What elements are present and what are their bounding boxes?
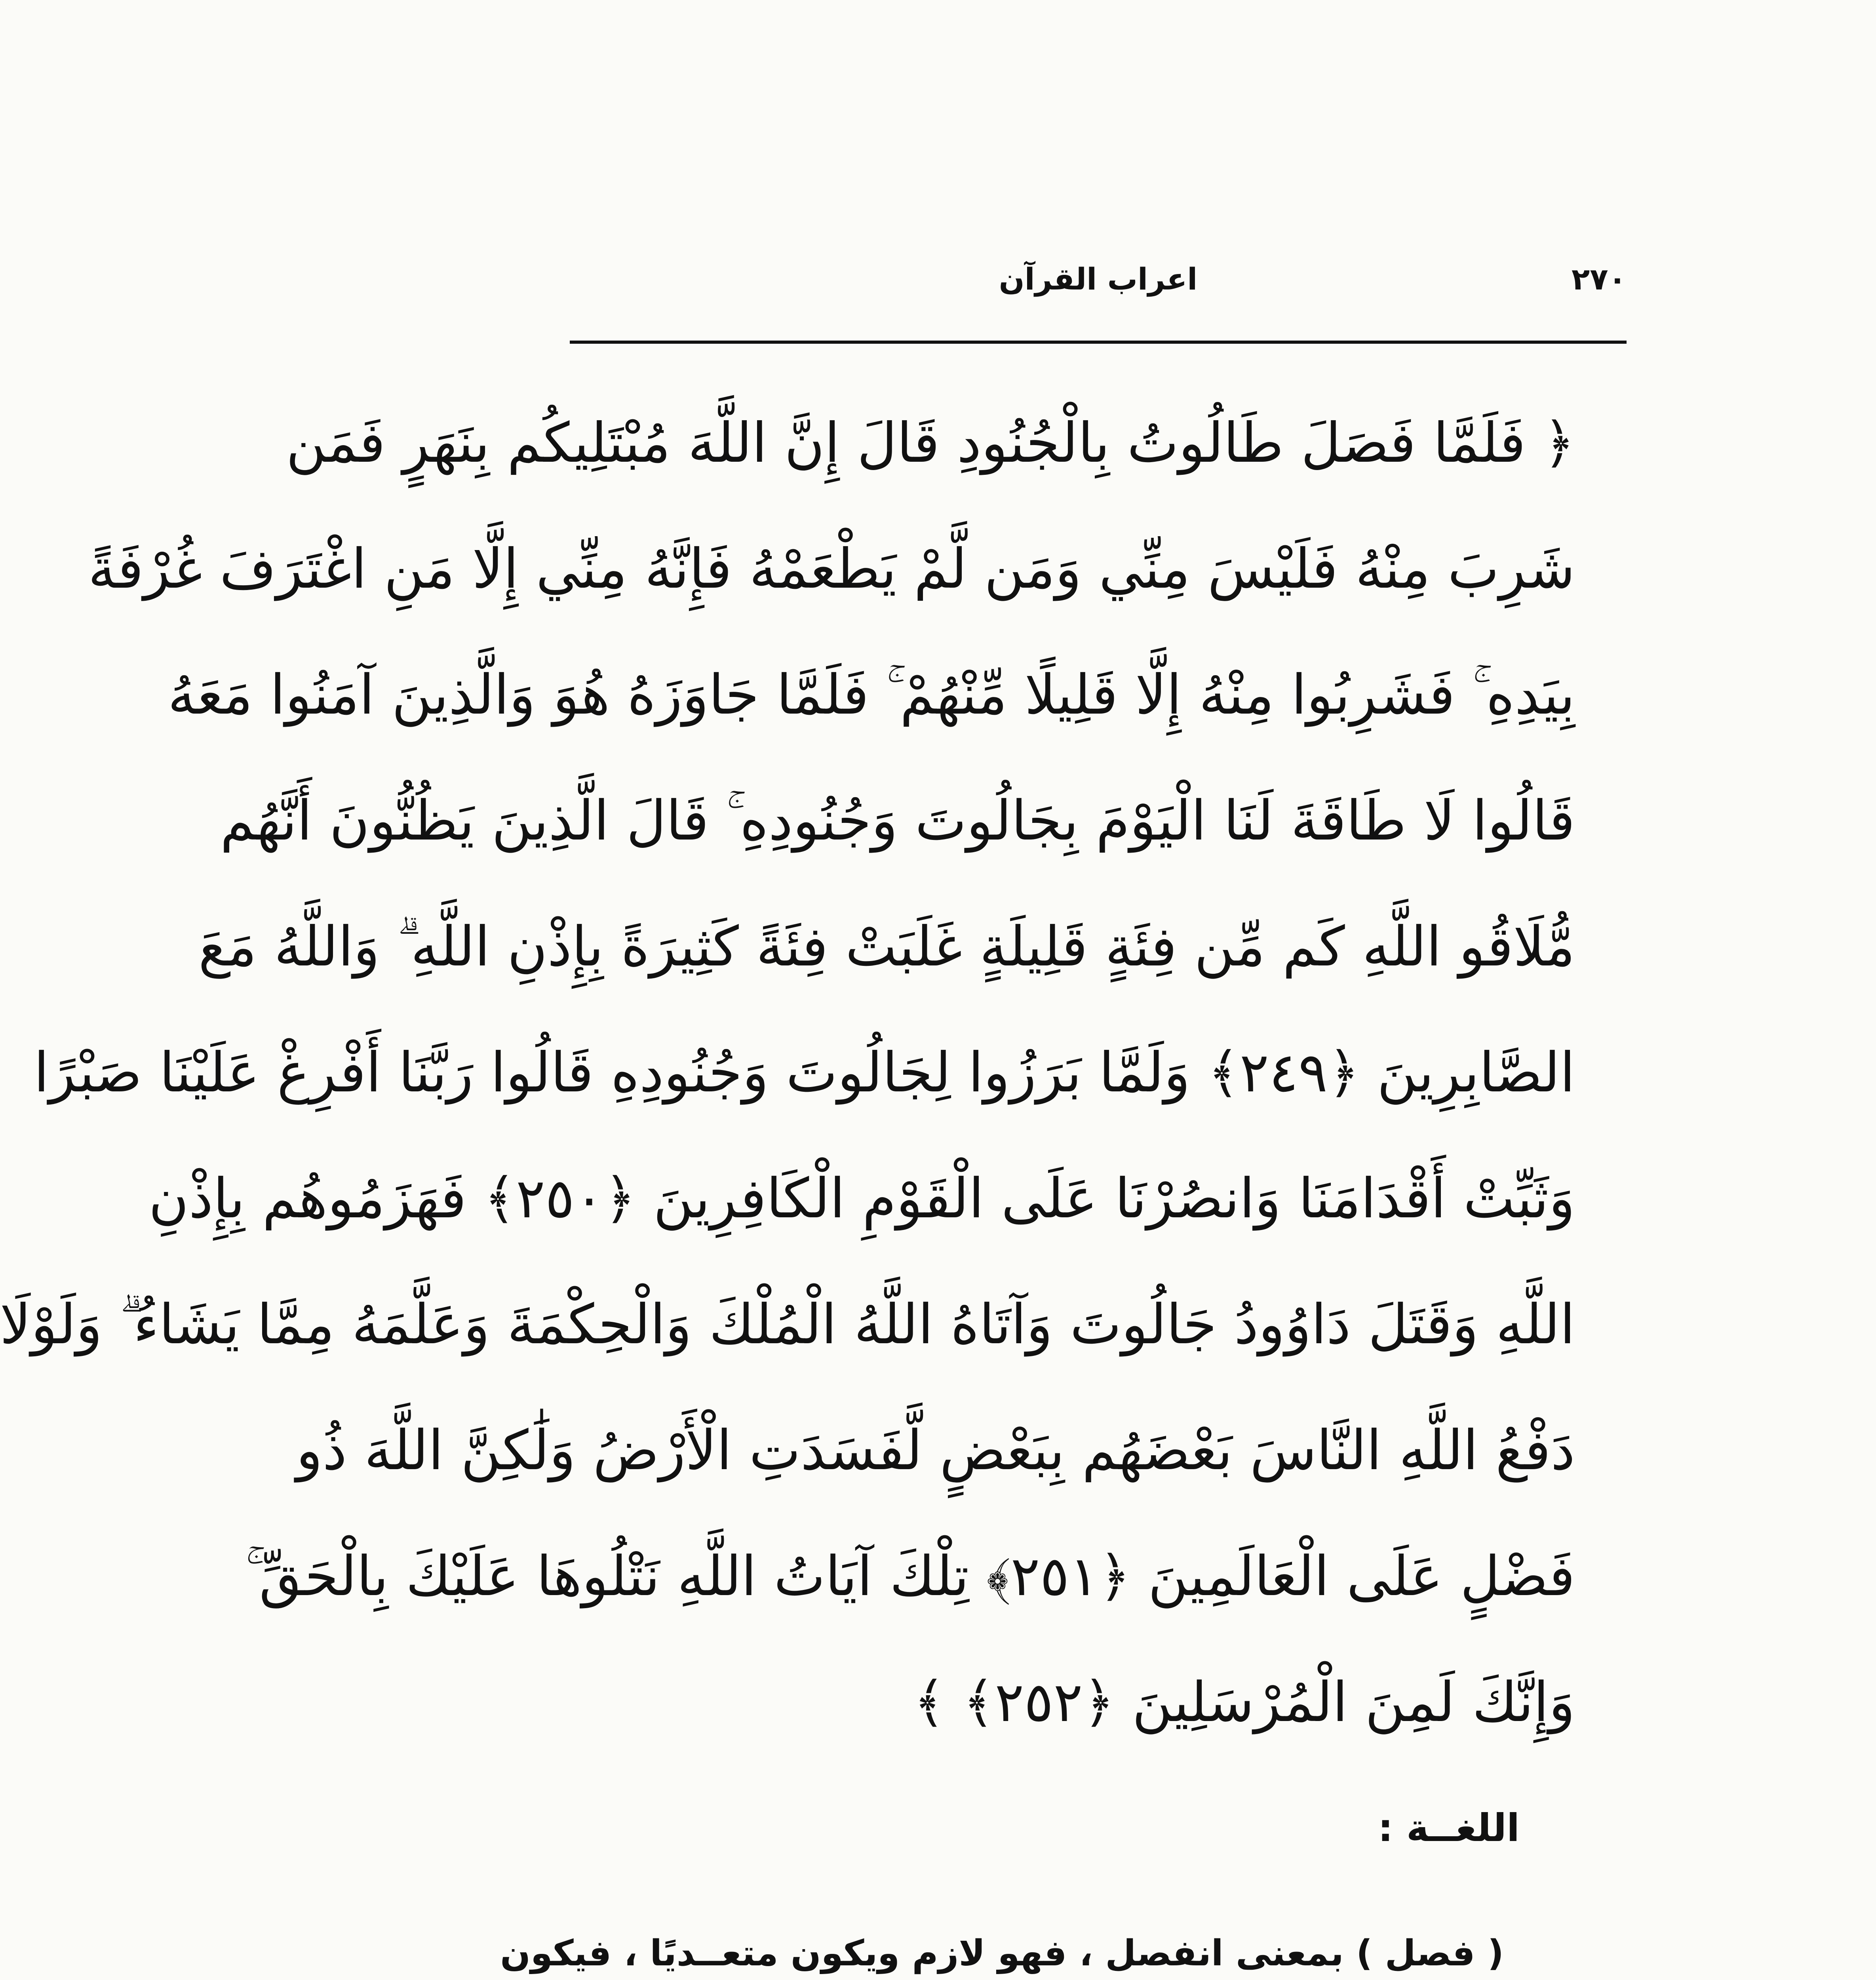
quran-verse-block bbox=[0, 380, 1575, 1765]
verse-line: وَثَبِّتْ أَقْدَامَنَا وَانصُرْنَا عَلَى الْقَوْمِ الْكَافِرِينَ ﴿٢٥٠﴾ فَهَزَمُوهُم بِإِذْنِ bbox=[148, 1167, 1575, 1230]
verse-line: ﴿ فَلَمَّا فَصَلَ طَالُوتُ بِالْجُنُودِ قَالَ إِنَّ اللَّهَ مُبْتَلِيكُم بِنَهَرٍ فَمَن bbox=[286, 411, 1575, 475]
running-head bbox=[570, 253, 1627, 317]
verse-line: بِيَدِهِ ۚ فَشَرِبُوا مِنْهُ إِلَّا قَلِيلًا مِّنْهُمْ ۚ فَلَمَّا جَاوَزَهُ هُوَ وَالَّذِينَ آمَنُوا مَعَهُ bbox=[167, 663, 1575, 727]
verse-line: شَرِبَ مِنْهُ فَلَيْسَ مِنِّي وَمَن لَّمْ يَطْعَمْهُ فَإِنَّهُ مِنِّي إِلَّا مَنِ اغْتَرَفَ غُرْفَةً bbox=[88, 537, 1575, 601]
verse-line: الصَّابِرِينَ ﴿٢٤٩﴾ وَلَمَّا بَرَزُوا لِجَالُوتَ وَجُنُودِهِ قَالُوا رَبَّنَا أَفْرِغْ عَلَيْنَا صَبْرًا bbox=[34, 1041, 1575, 1104]
verse-line: مُّلَاقُو اللَّهِ كَم مِّن فِئَةٍ قَلِيلَةٍ غَلَبَتْ فِئَةً كَثِيرَةً بِإِذْنِ اللَّهِ ۗ وَاللَّهُ مَعَ bbox=[198, 915, 1575, 979]
verse-line: وَإِنَّكَ لَمِنَ الْمُرْسَلِينَ ﴿٢٥٢﴾ ﴾ bbox=[913, 1670, 1575, 1734]
header-rule bbox=[570, 341, 1627, 344]
verse-line: فَضْلٍ عَلَى الْعَالَمِينَ ﴿٢٥١﴾ تِلْكَ آيَاتُ اللَّهِ نَتْلُوهَا عَلَيْكَ بِالْحَقِّ ۚ bbox=[245, 1544, 1575, 1608]
section-heading-language: اللغــة : bbox=[1378, 1806, 1520, 1850]
verse-line: دَفْعُ اللَّهِ النَّاسَ بَعْضَهُم بِبَعْضٍ لَّفَسَدَتِ الْأَرْضُ وَلَٰكِنَّ اللَّهَ ذُو bbox=[296, 1418, 1575, 1482]
verse-line: قَالُوا لَا طَاقَةَ لَنَا الْيَوْمَ بِجَالُوتَ وَجُنُودِهِ ۚ قَالَ الَّذِينَ يَظُنُّونَ أَنَّهُم bbox=[220, 789, 1575, 853]
commentary-text: ( فصل ) بمعنى انفصل ، فهو لازم ويكون متعــديًا ، فيكون bbox=[500, 1932, 1504, 1974]
page-number: ٢٧٠ bbox=[1571, 261, 1627, 297]
verse-line: اللَّهِ وَقَتَلَ دَاوُودُ جَالُوتَ وَآتَاهُ اللَّهُ الْمُلْكَ وَالْحِكْمَةَ وَعَلَّمَهُ مِمَّا يَشَاءُ ۗ وَلَوْلَا bbox=[0, 1293, 1575, 1356]
book-title: اعراب القرآن bbox=[999, 261, 1198, 297]
